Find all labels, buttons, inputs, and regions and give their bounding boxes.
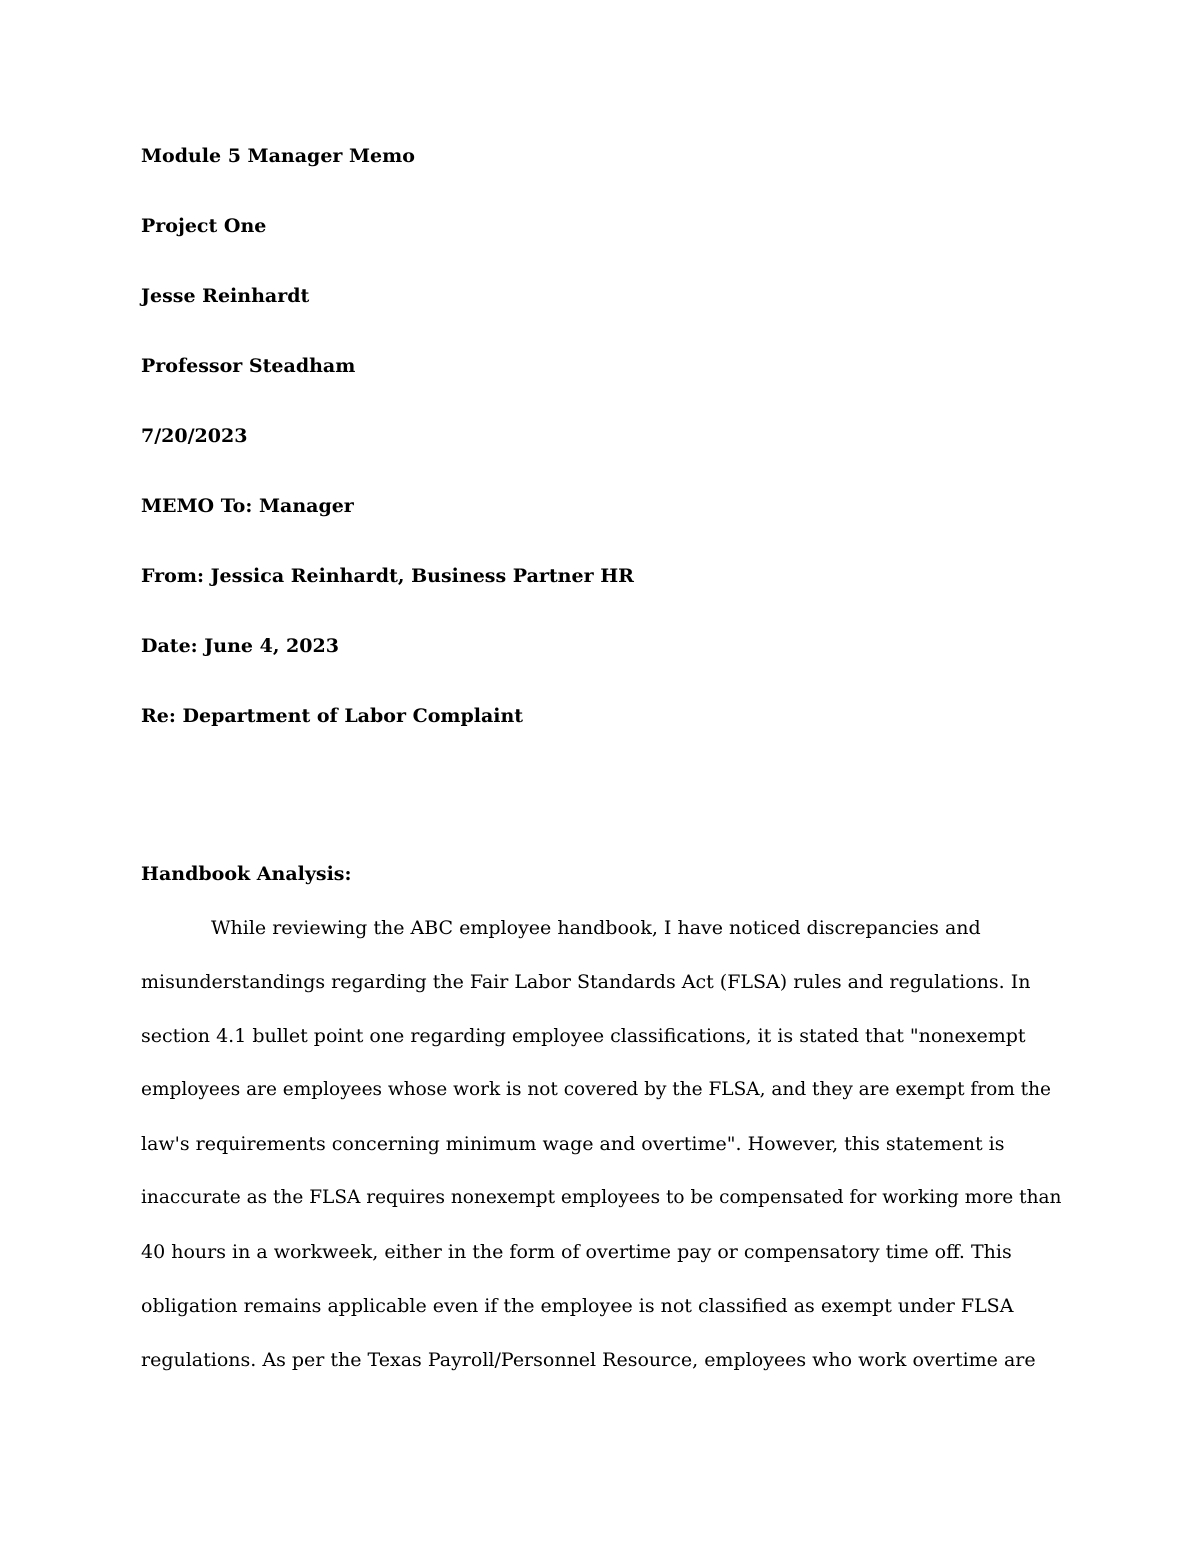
paragraph-line: law's requirements concerning minimum wage and overtime". However, this statement is [141,1133,1005,1155]
paragraph-line: While reviewing the ABC employee handbook, I have noticed discrepancies and [211,917,981,939]
paragraph-line: employees are employees whose work is not covered by the FLSA, and they are exempt from the [141,1079,1051,1100]
paragraph-line: misunderstandings regarding the Fair Labor Standards Act (FLSA) rules and regulations. In [141,971,1031,993]
paragraph-line: section 4.1 bullet point one regarding employee classifications, it is stated that "nonexempt [141,1025,1026,1047]
paragraph-line: 40 hours in a workweek, either in the form of overtime pay or compensatory time off. This [141,1241,1012,1263]
memo-from: From: Jessica Reinhardt, Business Partner HR [141,565,634,587]
paragraph-line: obligation remains applicable even if the employee is not classified as exempt under FLSA [141,1295,1014,1317]
submission-date: 7/20/2023 [141,425,248,447]
section-heading: Handbook Analysis: [141,863,352,885]
paragraph-line: inaccurate as the FLSA requires nonexempt employees to be compensated for working more than [141,1187,1062,1208]
paragraph-line: regulations. As per the Texas Payroll/Personnel Resource, employees who work overtime are [141,1349,1036,1371]
memo-to: MEMO To: Manager [141,495,354,517]
memo-date: Date: June 4, 2023 [141,635,339,657]
memo-subject: Re: Department of Labor Complaint [141,705,524,727]
student-name: Jesse Reinhardt [141,285,310,307]
project-name: Project One [141,215,267,237]
memo-title: Module 5 Manager Memo [141,145,415,167]
professor-name: Professor Steadham [141,355,356,377]
